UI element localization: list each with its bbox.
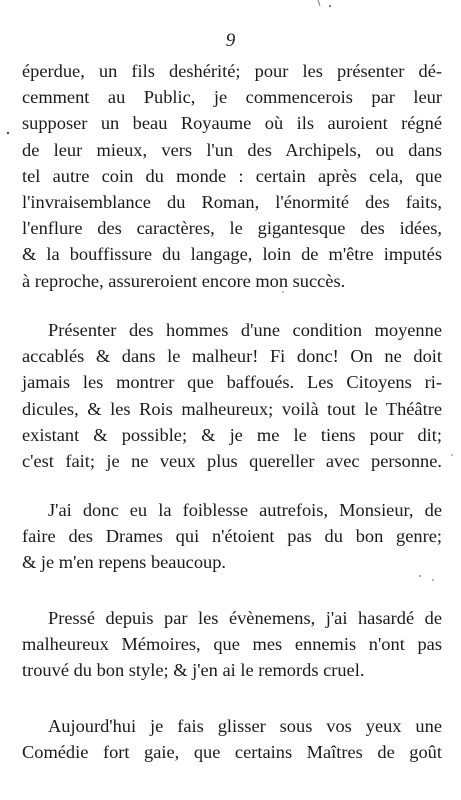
text-line: jamais les montrer que baffoués. Les Citoyens ri- [22,372,442,393]
text-line: Pressé depuis par les évènemens, j'ai hasardé de [48,608,442,628]
text-line: l'invraisemblance du Roman, l'énormité des faits, [22,191,442,212]
ink-speck [318,0,320,6]
text-line: accablés & dans le malheur! Fi donc! On ne doit [22,346,442,367]
ink-speck [419,575,421,577]
text-line: cemment au Public, je commencerois par leur [22,87,442,108]
text-line: malheureux Mémoires, que mes ennemis n'ont pas [22,634,442,655]
page-number: 9 [225,30,236,51]
ink-speck [7,132,9,134]
text-line: & je m'en repens beaucoup. [22,552,227,573]
text-line: de leur mieux, vers l'un des Archipels, ou dans [22,139,442,160]
ink-speck [432,579,434,581]
ink-speck [329,5,331,7]
text-line: faire des Drames qui n'étoient pas du bon genre; [22,526,442,547]
ink-speck [282,291,284,293]
text-line: à reproche, assureroient encore mon succès. [22,270,346,291]
ink-speck [451,454,453,456]
text-line: Comédie fort gaie, que certains Maîtres de goût [22,742,442,763]
text-line: c'est fait; je ne veux plus quereller avec personne. [22,450,442,471]
text-line: J'ai donc eu la foiblesse autrefois, Monsieur, de [48,500,442,520]
text-line: éperdue, un fils deshérité; pour les présenter dé- [22,61,442,81]
text-line: dicules, & les Rois malheureux; voilà tout le Théâtre [22,398,442,419]
text-line: & la bouffissure du langage, loin de m'être imputés [22,244,442,265]
text-line: supposer un beau Royaume où ils auroient régné [22,113,442,134]
text-line: tel autre coin du monde : certain après cela, que [22,165,442,186]
text-line: Présenter des hommes d'une condition moyenne [48,320,442,340]
text-line: existant & possible; & je me le tiens pour dit; [22,424,442,445]
text-line: Aujourd'hui je fais glisser sous vos yeux une [48,716,442,736]
text-line: trouvé du bon style; & j'en ai le remords cruel. [22,660,365,681]
text-line: l'enflure des caractères, le gigantesque des idées, [22,218,442,239]
